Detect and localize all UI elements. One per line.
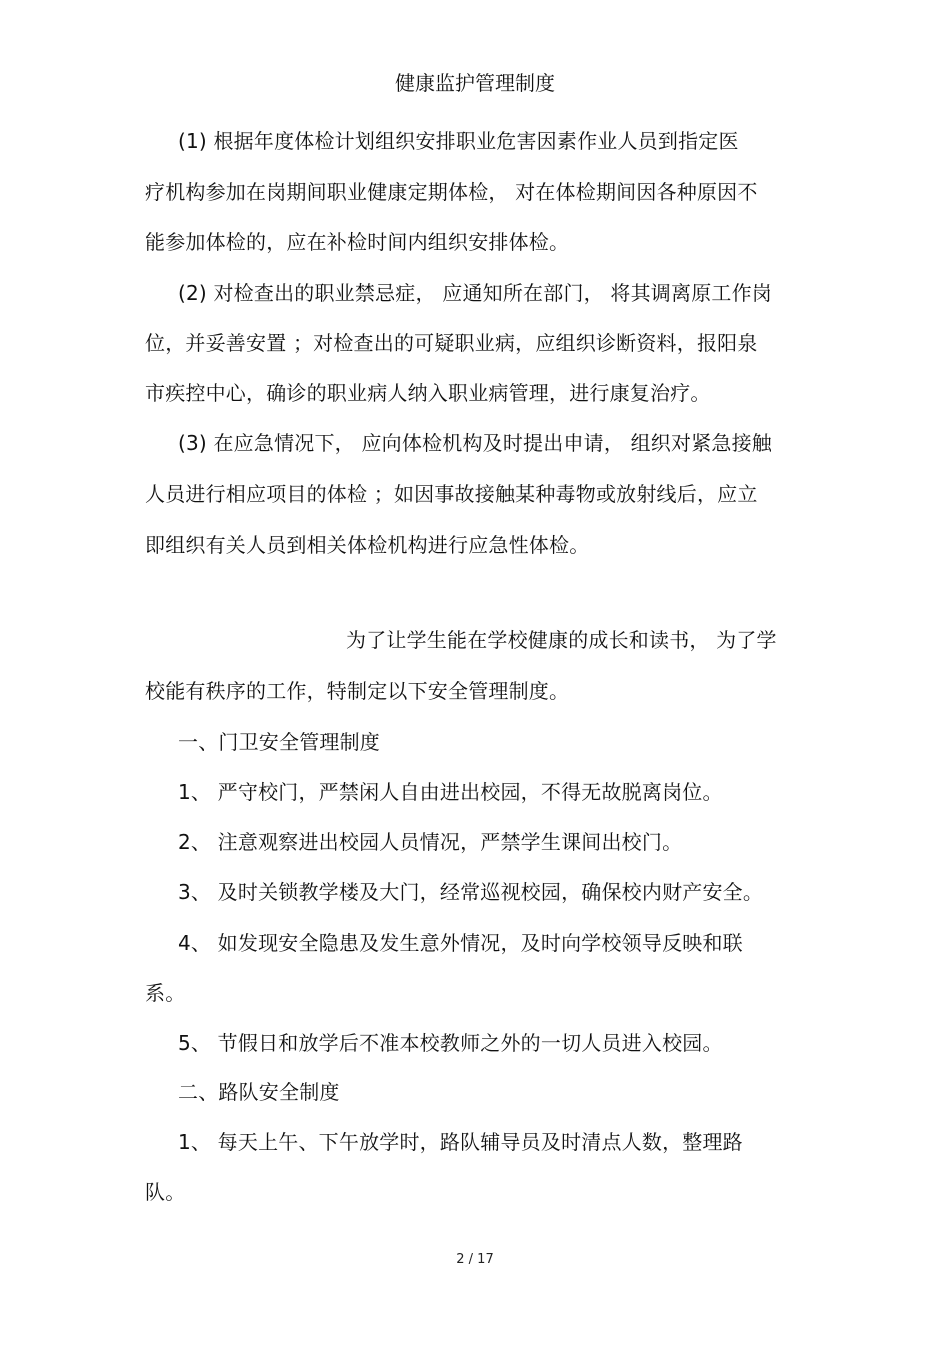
list-item: 5、 节假日和放学后不准本校教师之外的一切人员进入校园。 (178, 1031, 723, 1055)
paragraph-line: (1) 根据年度体检计划组织安排职业危害因素作业人员到指定医 (178, 129, 739, 153)
list-item: 2、 注意观察进出校园人员情况，严禁学生课间出校门。 (178, 830, 683, 854)
paragraph-line: 能参加体检的，应在补检时间内组织安排体检。 (145, 230, 570, 254)
paragraph-line: 即组织有关人员到相关体检机构进行应急性体检。 (145, 533, 590, 557)
paragraph-line: (3) 在应急情况下， 应向体检机构及时提出申请， 组织对紧急接触 (178, 431, 773, 455)
paragraph-line: 位，并妥善安置 ；对检查出的可疑职业病，应组织诊断资料，报阳泉 (145, 331, 758, 355)
section-heading: 二、路队安全制度 (178, 1080, 340, 1104)
list-item: 1、 严守校门，严禁闲人自由进出校园，不得无故脱离岗位。 (178, 780, 723, 804)
section-heading: 一、门卫安全管理制度 (178, 730, 380, 754)
paragraph-line: (2) 对检查出的职业禁忌症， 应通知所在部门， 将其调离原工作岗 (178, 281, 773, 305)
paragraph-line: 为了让学生能在学校健康的成长和读书， 为了学 (346, 628, 777, 652)
paragraph-line: 市疾控中心，确诊的职业病人纳入职业病管理，进行康复治疗。 (145, 381, 711, 405)
page-number: 2 / 17 (456, 1252, 494, 1267)
paragraph-line: 疗机构参加在岗期间职业健康定期体检， 对在体检期间因各种原因不 (145, 180, 758, 204)
paragraph-line: 人员进行相应项目的体检 ；如因事故接触某种毒物或放射线后，应立 (145, 482, 758, 506)
page-title: 健康监护管理制度 (395, 71, 555, 95)
list-item-continuation: 系。 (145, 981, 186, 1005)
list-item: 1、 每天上午、下午放学时，路队辅导员及时清点人数，整理路 (178, 1130, 743, 1154)
paragraph-line: 校能有秩序的工作，特制定以下安全管理制度。 (145, 679, 570, 703)
list-item: 3、 及时关锁教学楼及大门，经常巡视校园，确保校内财产安全。 (178, 880, 764, 904)
list-item: 4、 如发现安全隐患及发生意外情况，及时向学校领导反映和联 (178, 931, 743, 955)
list-item-continuation: 队。 (145, 1180, 186, 1204)
